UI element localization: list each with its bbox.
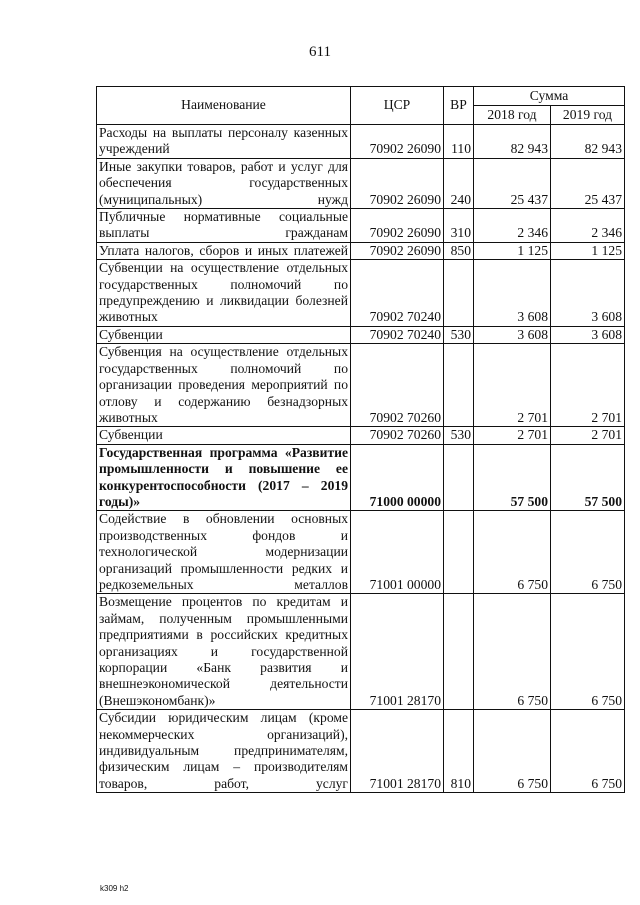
row-csr: 71001 28170 xyxy=(351,594,444,710)
table-row xyxy=(97,260,625,327)
row-csr: 71001 28170 xyxy=(351,710,444,793)
row-csr: 70902 70260 xyxy=(351,427,444,444)
table-row-program xyxy=(97,444,625,511)
row-vr xyxy=(444,344,474,427)
row-sum-2019: 6 750 xyxy=(551,511,625,594)
header-csr: ЦСР xyxy=(351,87,444,125)
header-year-2019: 2019 год xyxy=(551,106,625,125)
row-name: Субвенции xyxy=(97,427,351,444)
row-sum-2019: 2 346 xyxy=(551,209,625,243)
row-sum-2019: 1 125 xyxy=(551,242,625,259)
budget-table xyxy=(96,86,625,793)
row-sum-2018: 3 608 xyxy=(474,260,551,327)
table-row xyxy=(97,344,625,427)
row-sum-2018: 2 701 xyxy=(474,344,551,427)
row-csr: 70902 70240 xyxy=(351,260,444,327)
row-name: Субсидии юридическим лицам (кроме некоммерческих организаций), индивидуальным предпринимателям, физическим лицам – производителям товаров, работ, услуг xyxy=(97,710,351,793)
row-name: Субвенции на осуществление отдельных государственных полномочий по предупреждению и ликвидации болезней животных xyxy=(97,260,351,327)
row-name: Субвенция на осуществление отдельных государственных полномочий по организации проведения мероприятий по отлову и содержанию безнадзорных животных xyxy=(97,344,351,427)
page-number: 611 xyxy=(309,44,331,60)
row-sum-2018: 1 125 xyxy=(474,242,551,259)
row-sum-2018: 2 701 xyxy=(474,427,551,444)
row-csr: 70902 26090 xyxy=(351,125,444,159)
row-name: Содействие в обновлении основных производственных фондов и технологической модернизации организаций промышленности редких и редкоземельных металлов xyxy=(97,511,351,594)
row-vr: 110 xyxy=(444,125,474,159)
row-sum-2019: 25 437 xyxy=(551,158,625,208)
row-csr: 71001 00000 xyxy=(351,511,444,594)
row-sum-2018: 6 750 xyxy=(474,511,551,594)
row-vr: 530 xyxy=(444,427,474,444)
row-vr: 240 xyxy=(444,158,474,208)
row-csr: 70902 70240 xyxy=(351,326,444,343)
row-csr: 70902 70260 xyxy=(351,344,444,427)
header-sum: Сумма xyxy=(474,87,625,106)
footer-code: k309 h2 xyxy=(100,884,129,893)
table-header-row xyxy=(97,87,625,106)
row-name: Публичные нормативные социальные выплаты гражданам xyxy=(97,209,351,243)
row-vr xyxy=(444,444,474,511)
table-row xyxy=(97,209,625,243)
row-name: Государственная программа «Развитие промышленности и повышение ее конкурентоспособности (2017 – 2019 годы)» xyxy=(97,444,351,511)
row-vr: 310 xyxy=(444,209,474,243)
row-sum-2018: 6 750 xyxy=(474,710,551,793)
row-sum-2019: 6 750 xyxy=(551,594,625,710)
row-sum-2018: 57 500 xyxy=(474,444,551,511)
table-row xyxy=(97,594,625,710)
table-row xyxy=(97,242,625,259)
table-row xyxy=(97,326,625,343)
row-sum-2019: 3 608 xyxy=(551,326,625,343)
table-row xyxy=(97,125,625,159)
table-row xyxy=(97,511,625,594)
row-name: Расходы на выплаты персоналу казенных учреждений xyxy=(97,125,351,159)
row-name: Уплата налогов, сборов и иных платежей xyxy=(97,242,351,259)
row-sum-2018: 3 608 xyxy=(474,326,551,343)
table-row xyxy=(97,710,625,793)
row-sum-2019: 2 701 xyxy=(551,427,625,444)
table-row xyxy=(97,158,625,208)
row-vr: 850 xyxy=(444,242,474,259)
row-name: Иные закупки товаров, работ и услуг для обеспечения государственных (муниципальных) нужд xyxy=(97,158,351,208)
row-sum-2018: 25 437 xyxy=(474,158,551,208)
row-name: Возмещение процентов по кредитам и займам, полученным промышленными предприятиями в российских кредитных организациях и государственной корпорации «Банк развития и внешнеэкономической деятельности (Внешэкономбанк)» xyxy=(97,594,351,710)
row-vr xyxy=(444,511,474,594)
row-sum-2018: 6 750 xyxy=(474,594,551,710)
row-sum-2019: 6 750 xyxy=(551,710,625,793)
row-sum-2019: 82 943 xyxy=(551,125,625,159)
row-csr: 70902 26090 xyxy=(351,209,444,243)
header-year-2018: 2018 год xyxy=(474,106,551,125)
row-csr: 71000 00000 xyxy=(351,444,444,511)
row-sum-2019: 3 608 xyxy=(551,260,625,327)
row-vr: 810 xyxy=(444,710,474,793)
row-vr xyxy=(444,260,474,327)
row-sum-2018: 2 346 xyxy=(474,209,551,243)
header-name: Наименование xyxy=(97,87,351,125)
header-vr: ВР xyxy=(444,87,474,125)
row-sum-2018: 82 943 xyxy=(474,125,551,159)
row-csr: 70902 26090 xyxy=(351,242,444,259)
row-vr: 530 xyxy=(444,326,474,343)
row-csr: 70902 26090 xyxy=(351,158,444,208)
row-vr xyxy=(444,594,474,710)
row-sum-2019: 57 500 xyxy=(551,444,625,511)
row-name: Субвенции xyxy=(97,326,351,343)
row-sum-2019: 2 701 xyxy=(551,344,625,427)
table-row xyxy=(97,427,625,444)
